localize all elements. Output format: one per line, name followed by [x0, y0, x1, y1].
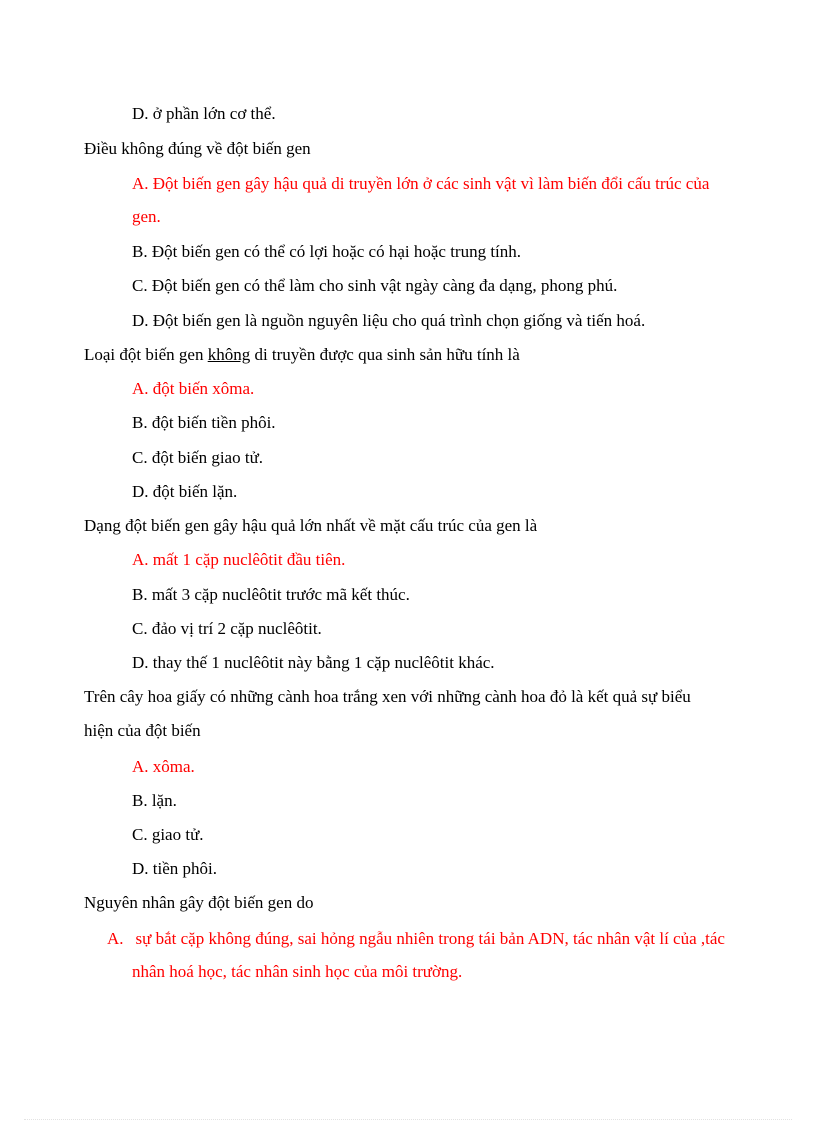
q1-option-a-line1: A. Đột biến gen gây hậu quả di truyền lớn ở các sinh vật vì làm biến đổi cấu trúc của [132, 174, 710, 193]
q3-stem: Dạng đột biến gen gây hậu quả lớn nhất về mặt cấu trúc của gen là [84, 516, 538, 535]
q2-option-b: B. đột biến tiền phôi. [132, 413, 276, 432]
q5-option-a-letter: A. [107, 929, 124, 948]
q4-option-d: D. tiền phôi. [132, 859, 217, 878]
q4-option-c: C. giao tử. [132, 825, 204, 844]
q4-option-a: A. xôma. [132, 757, 195, 776]
q1-option-a-line2: gen. [132, 207, 161, 226]
q5-stem: Nguyên nhân gây đột biến gen do [84, 893, 314, 912]
q2-stem-pre: Loại đột biến gen [84, 345, 208, 364]
q2-stem-underlined: không [207, 345, 251, 364]
q2-option-c: C. đột biến giao tử. [132, 448, 264, 467]
q5-option-a-line2: nhân hoá học, tác nhân sinh học của môi trường. [132, 962, 463, 981]
q3-option-c: C. đảo vị trí 2 cặp nuclêôtit. [132, 619, 322, 638]
q5-option-a-text: sự bắt cặp không đúng, sai hỏng ngẫu nhiên trong tái bản ADN, tác nhân vật lí của ,tác [135, 929, 725, 948]
q2-stem-post: di truyền được qua sinh sản hữu tính là [250, 345, 520, 364]
q0-option-d: D. ở phần lớn cơ thể. [132, 104, 276, 123]
q1-stem: Điều không đúng về đột biến gen [84, 139, 311, 158]
q2-option-a: A. đột biến xôma. [132, 379, 255, 398]
q1-option-c: C. Đột biến gen có thể làm cho sinh vật ngày càng đa dạng, phong phú. [132, 276, 618, 295]
q4-stem-line1: Trên cây hoa giấy có những cành hoa trắng xen với những cành hoa đỏ là kết quả sự biểu [84, 687, 691, 706]
q2-option-d: D. đột biến lặn. [132, 482, 238, 501]
q3-option-a: A. mất 1 cặp nuclêôtit đầu tiên. [132, 550, 346, 569]
q1-option-d: D. Đột biến gen là nguồn nguyên liệu cho quá trình chọn giống và tiến hoá. [132, 311, 646, 330]
q4-stem-line2: hiện của đột biến [84, 721, 201, 740]
q2-stem [84, 345, 520, 365]
q4-option-b: B. lặn. [132, 791, 177, 810]
q3-option-b: B. mất 3 cặp nuclêôtit trước mã kết thúc. [132, 585, 410, 604]
q1-option-b: B. Đột biến gen có thể có lợi hoặc có hại hoặc trung tính. [132, 242, 522, 261]
q5-option-a-line1 [107, 929, 725, 949]
q3-option-d: D. thay thế 1 nuclêôtit này bằng 1 cặp nuclêôtit khác. [132, 653, 495, 672]
page-bottom-divider [24, 1119, 792, 1120]
